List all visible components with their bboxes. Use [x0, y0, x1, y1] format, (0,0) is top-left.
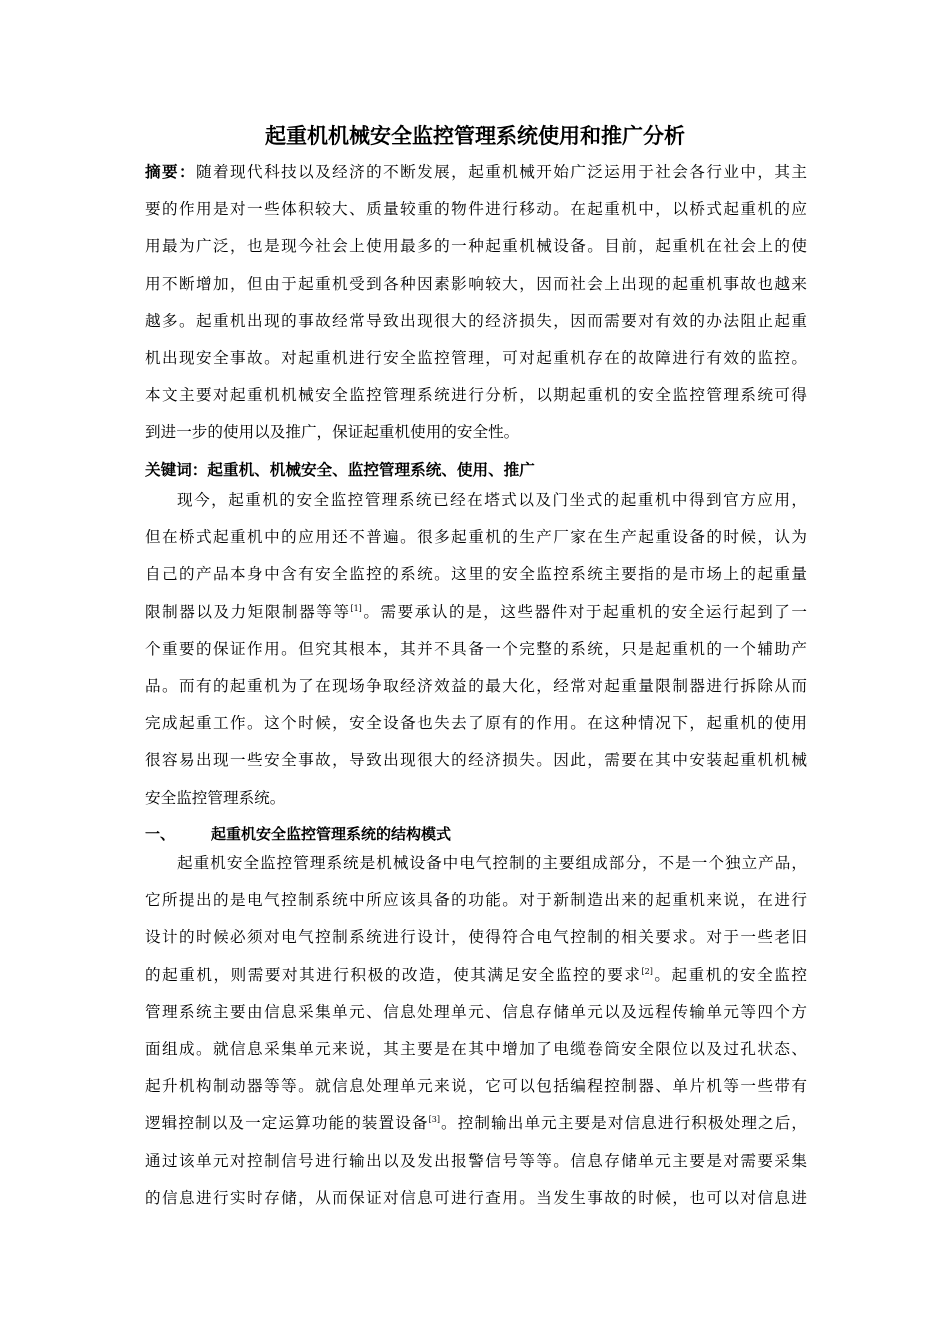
section-heading-text: 起重机安全监控管理系统的结构模式	[211, 825, 452, 843]
abstract-label: 摘要：	[145, 163, 197, 181]
abstract-section	[145, 154, 807, 452]
section-1-paragraph	[145, 845, 807, 1217]
paragraph-line: 安全监控管理系统。	[145, 788, 286, 807]
paragraph-line: 逻辑控制以及一定运算功能的装置设备[3]。控制输出单元主要是对信息进行积极处理之后，	[145, 1114, 807, 1133]
paragraph-line: 的信息进行实时存储，从而保证对信息可进行查用。当发生事故的时候，也可以对信息进	[145, 1188, 807, 1207]
citation-3: [3]	[428, 1115, 440, 1125]
paragraph-line: 个重要的保证作用。但究其根本，其并不具备一个完整的系统，只是起重机的一个辅助产	[145, 639, 807, 658]
paragraph-line: 自己的产品本身中含有安全监控的系统。这里的安全监控系统主要指的是市场上的起重量	[145, 565, 807, 584]
abstract-line: 本文主要对起重机机械安全监控管理系统进行分析，以期起重机的安全监控管理系统可得	[145, 386, 807, 405]
abstract-line: 用不断增加，但由于起重机受到各种因素影响较大，因而社会上出现的起重机事故也越来	[145, 274, 807, 293]
intro-paragraph	[145, 482, 807, 817]
abstract-line: 要的作用是对一些体积较大、质量较重的物件进行移动。在起重机中，以桥式起重机的应	[145, 200, 807, 219]
paragraph-line: 完成起重工作。这个时候，安全设备也失去了原有的作用。在这种情况下，起重机的使用	[145, 714, 807, 733]
paragraph-line: 很容易出现一些安全事故，导致出现很大的经济损失。因此，需要在其中安装起重机机械	[145, 751, 807, 770]
abstract-line: 用最为广泛，也是现今社会上使用最多的一种起重机械设备。目前，起重机在社会上的使	[145, 237, 807, 256]
abstract-line: 摘要：随着现代科技以及经济的不断发展，起重机械开始广泛运用于社会各行业中，其主	[145, 163, 807, 181]
paragraph-line: 通过该单元对控制信号进行输出以及发出报警信号等等。信息存储单元主要是对需要采集	[145, 1151, 807, 1170]
abstract-line: 机出现安全事故。对起重机进行安全监控管理，可对起重机存在的故障进行有效的监控。	[145, 348, 807, 367]
paragraph-line: 它所提出的是电气控制系统中所应该具备的功能。对于新制造出来的起重机来说，在进行	[145, 891, 807, 910]
paragraph-line: 限制器以及力矩限制器等等[1]。需要承认的是，这些器件对于起重机的安全运行起到了一	[145, 602, 807, 621]
paragraph-line: 品。而有的起重机为了在现场争取经济效益的最大化，经常对起重量限制器进行拆除从而	[145, 676, 807, 695]
document-title: 起重机机械安全监控管理系统使用和推广分析	[265, 124, 685, 148]
abstract-line: 到进一步的使用以及推广，保证起重机使用的安全性。	[145, 423, 520, 442]
paragraph-line: 面组成。就信息采集单元来说，其主要是在其中增加了电缆卷筒安全限位以及过孔状态、	[145, 1039, 807, 1058]
paragraph-line: 起升机构制动器等等。就信息处理单元来说，它可以包括编程控制器、单片机等一些带有	[145, 1077, 807, 1096]
paragraph-line: 起重机安全监控管理系统是机械设备中电气控制的主要组成部分，不是一个独立产品，	[177, 854, 807, 872]
paragraph-line: 设计的时候必须对电气控制系统进行设计，使得符合电气控制的相关要求。对于一些老旧	[145, 928, 807, 947]
paragraph-line: 管理系统主要由信息采集单元、信息处理单元、信息存储单元以及远程传输单元等四个方	[145, 1002, 807, 1021]
abstract-line: 越多。起重机出现的事故经常导致出现很大的经济损失，因而需要对有效的办法阻止起重	[145, 311, 807, 330]
keywords-label: 关键词：	[145, 461, 208, 479]
paragraph-line: 但在桥式起重机中的应用还不普遍。很多起重机的生产厂家在生产起重设备的时候，认为	[145, 528, 807, 547]
section-number: 一、	[145, 825, 176, 843]
paragraph-line: 现今，起重机的安全监控管理系统已经在塔式以及门坐式的起重机中得到官方应用，	[177, 491, 807, 509]
keywords-text: 起重机、机械安全、监控管理系统、使用、推广	[207, 461, 535, 479]
citation-1: [1]	[350, 603, 362, 613]
citation-2: [2]	[641, 966, 653, 976]
paragraph-line: 的起重机，则需要对其进行积极的改造，使其满足安全监控的要求[2]。起重机的安全监控	[145, 965, 807, 984]
